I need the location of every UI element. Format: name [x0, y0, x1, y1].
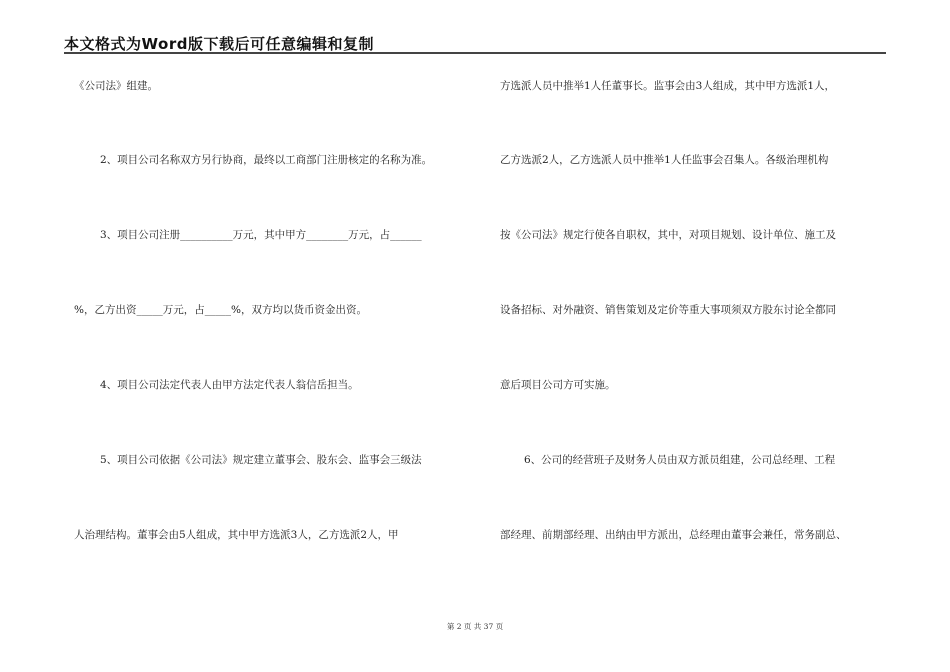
document-banner: 本文格式为Word版下载后可任意编辑和复制 [64, 35, 374, 53]
paragraph-line: 6、公司的经营班子及财务人员由双方派员组建，公司总经理、工程 [524, 454, 836, 466]
paragraph-line: 方选派人员中推举1人任董事长。监事会由3人组成，其中甲方选派1人， [500, 80, 836, 92]
paragraph-line: 部经理、前期部经理、出纳由甲方派出，总经理由董事会兼任，常务副总、 [500, 529, 847, 541]
paragraph-line: 3、项目公司注册__________万元，其中甲方________万元，占______ [100, 229, 422, 241]
paragraph-line: 按《公司法》规定行使各自职权，其中，对项目规划、设计单位、施工及 [500, 229, 836, 241]
header-divider [64, 52, 886, 54]
paragraph-line: 乙方选派2人，乙方选派人员中推举1人任监事会召集人。各级治理机构 [500, 154, 829, 166]
page-number: 第 2 页 共 37 页 [446, 622, 504, 631]
paragraph-line: 5、项目公司依据《公司法》规定建立董事会、股东会、监事会三级法 [100, 454, 422, 466]
paragraph-line: 4、项目公司法定代表人由甲方法定代表人翁信岳担当。 [100, 379, 359, 391]
paragraph-line: 2、项目公司名称双方另行协商，最终以工商部门注册核定的名称为准。 [100, 154, 433, 166]
paragraph-line: 意后项目公司方可实施。 [500, 379, 616, 391]
paragraph-line: 设备招标、对外融资、销售策划及定价等重大事项须双方股东讨论全都同 [500, 304, 836, 316]
paragraph-line: 人治理结构。董事会由5人组成，其中甲方选派3人，乙方选派2人，甲 [74, 529, 399, 541]
paragraph-line: %，乙方出资_____万元，占_____%，双方均以货币资金出资。 [74, 304, 367, 316]
paragraph-line: 《公司法》组建。 [74, 80, 158, 92]
